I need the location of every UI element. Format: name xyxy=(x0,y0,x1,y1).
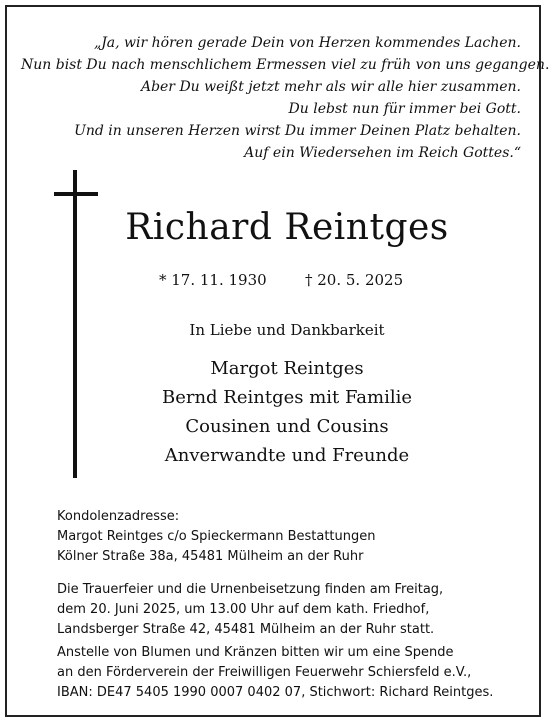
mourner-name: Cousinen und Cousins xyxy=(185,416,389,437)
quote-line: Und in unseren Herzen wirst Du immer Deinen Platz behalten. xyxy=(74,123,521,139)
quote-line: Du lebst nun für immer bei Gott. xyxy=(288,101,521,117)
memorial-quote xyxy=(21,32,550,164)
obituary-notice xyxy=(5,5,550,717)
quote-line: Aber Du weißt jetzt mehr als wir alle hier zusammen. xyxy=(140,79,521,95)
birth-date: * 17. 11. 1930 xyxy=(159,271,267,289)
quote-line: „Ja, wir hören gerade Dein von Herzen kommendes Lachen. xyxy=(93,35,521,51)
info-line: Kondolenzadresse: xyxy=(57,509,180,524)
mourner-name: Bernd Reintges mit Familie xyxy=(161,387,412,408)
quote-line: Auf ein Wiedersehen im Reich Gottes.“ xyxy=(244,145,521,161)
death-date: † 20. 5. 2025 xyxy=(305,271,404,289)
quote-line: Nun bist Du nach menschlichem Ermessen viel zu früh von uns gegangen. xyxy=(21,57,550,73)
info-line: dem 20. Juni 2025, um 13.00 Uhr auf dem kath. Friedhof, xyxy=(57,602,430,617)
info-line: Kölner Straße 38a, 45481 Mülheim an der Ruhr xyxy=(57,549,364,564)
info-line: Landsberger Straße 42, 45481 Mülheim an der Ruhr statt. xyxy=(57,622,435,637)
mourner-name: Margot Reintges xyxy=(210,358,364,379)
mourners-intro: In Liebe und Dankbarkeit xyxy=(189,321,385,339)
info-line: Margot Reintges c/o Spieckermann Bestattungen xyxy=(57,529,376,544)
info-line: an den Förderverein der Freiwilligen Feuerwehr Schiersfeld e.V., xyxy=(57,665,472,680)
ceremony-info xyxy=(57,580,537,640)
deceased-name: Richard Reintges xyxy=(125,207,449,248)
mourners-list xyxy=(107,354,467,470)
info-line: Die Trauerfeier und die Urnenbeisetzung finden am Freitag, xyxy=(57,582,444,597)
info-line: Anstelle von Blumen und Kränzen bitten wir um eine Spende xyxy=(57,645,454,660)
mourner-name: Anverwandte und Freunde xyxy=(164,445,410,466)
donation-info xyxy=(57,643,537,703)
condolence-address xyxy=(57,507,537,567)
info-line: IBAN: DE47 5405 1990 0007 0402 07, Stichwort: Richard Reintges. xyxy=(57,685,494,700)
